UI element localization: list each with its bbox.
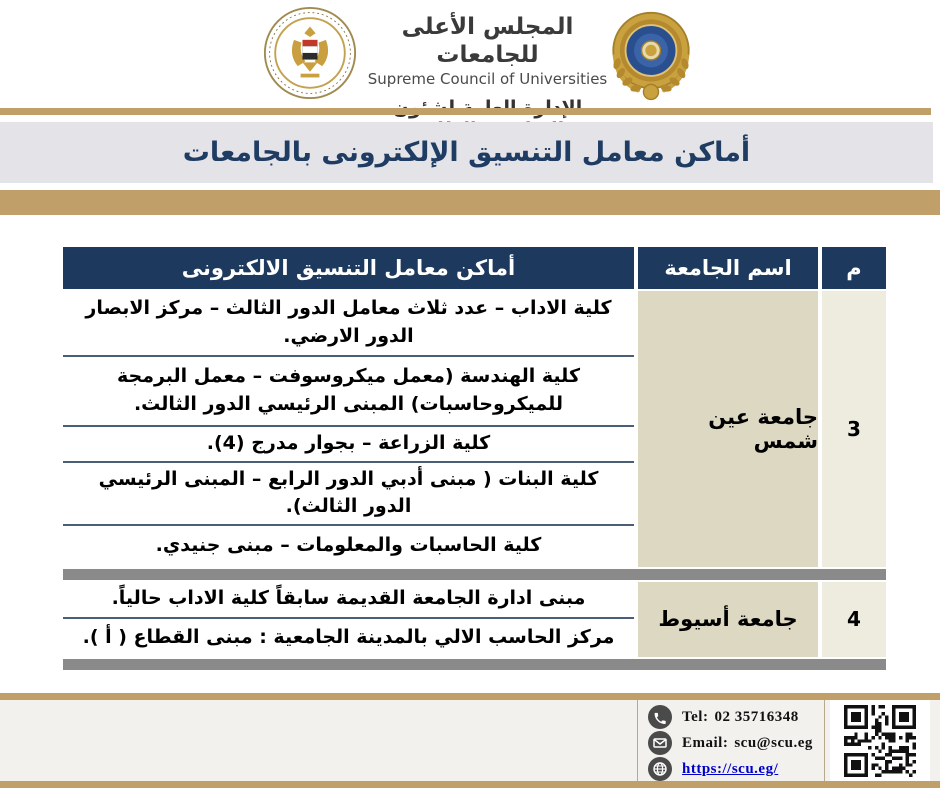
university-name-cell: جامعة أسيوط (638, 582, 818, 657)
group-separator-bar (63, 569, 886, 580)
footer-divider-left (637, 700, 638, 781)
ministry-emblem-logo (263, 6, 357, 100)
location-cell: كلية الاداب – عدد ثلاث معامل الدور الثالث – مركز الابصار الدور الارضي. (63, 291, 634, 357)
location-cell: كلية الزراعة – بجوار مدرج (4). (63, 427, 634, 463)
email-text: Email: scu@scu.eg (682, 734, 813, 751)
globe-icon (648, 757, 672, 781)
contact-block (648, 705, 820, 783)
group-separator-bar (63, 659, 886, 670)
location-cell: كلية البنات ( مبنى أدبي الدور الرابع – المبنى الرئيسي الدور الثالث). (63, 463, 634, 526)
coordination-labs-table (63, 247, 886, 672)
locations-cell-group (63, 291, 634, 567)
footer-divider-right (824, 700, 825, 781)
contact-row-email (648, 731, 820, 755)
org-name-english: Supreme Council of Universities (367, 70, 608, 89)
location-cell: كلية الحاسبات والمعلومات – مبنى جنيدي. (155, 534, 542, 557)
gold-divider-footer-top (0, 693, 940, 700)
qr-code (841, 705, 919, 777)
page-header (0, 0, 940, 107)
contact-row-website (648, 757, 820, 781)
gold-divider-under-title (0, 190, 940, 215)
header-cell-locations: أماكن معامل التنسيق الالكترونى (63, 247, 634, 289)
table-group (63, 291, 886, 567)
org-name-arabic: المجلس الأعلى للجامعات (401, 14, 574, 68)
contact-row-tel (648, 705, 820, 729)
scu-jubilee-logo (602, 9, 700, 101)
location-cell: مبنى ادارة الجامعة القديمة سابقاً كلية الاداب حالياً. (63, 582, 634, 619)
header-cell-index: م (822, 247, 886, 289)
gold-divider-bottom (0, 781, 940, 788)
phone-icon (648, 705, 672, 729)
qr-code-box (830, 700, 930, 781)
table-header-row (63, 247, 886, 289)
location-cell: كلية الهندسة (معمل ميكروسوفت – معمل البرمجة للميكروحاسبات) المبنى الرئيسي الدور الثالث. (63, 357, 634, 427)
page-footer (0, 700, 940, 781)
website-link[interactable]: https://scu.eg/ (682, 760, 779, 777)
page-title-bar (0, 122, 933, 183)
row-number-cell: 3 (822, 291, 886, 567)
gold-divider-top (0, 108, 931, 115)
page-title: أماكن معامل التنسيق الإلكترونى بالجامعات (182, 137, 751, 168)
table-group (63, 582, 886, 657)
university-name-cell: جامعة عين شمس (638, 291, 818, 567)
row-number-cell: 4 (822, 582, 886, 657)
locations-cell-group (63, 582, 634, 657)
location-cell: مركز الحاسب الالي بالمدينة الجامعية : مبنى القطاع ( أ ). (82, 625, 615, 648)
tel-text: Tel: 02 35716348 (682, 708, 799, 725)
header-cell-university: اسم الجامعة (638, 247, 818, 289)
email-icon (648, 731, 672, 755)
website-link-text (682, 761, 778, 778)
table-body (63, 291, 886, 670)
